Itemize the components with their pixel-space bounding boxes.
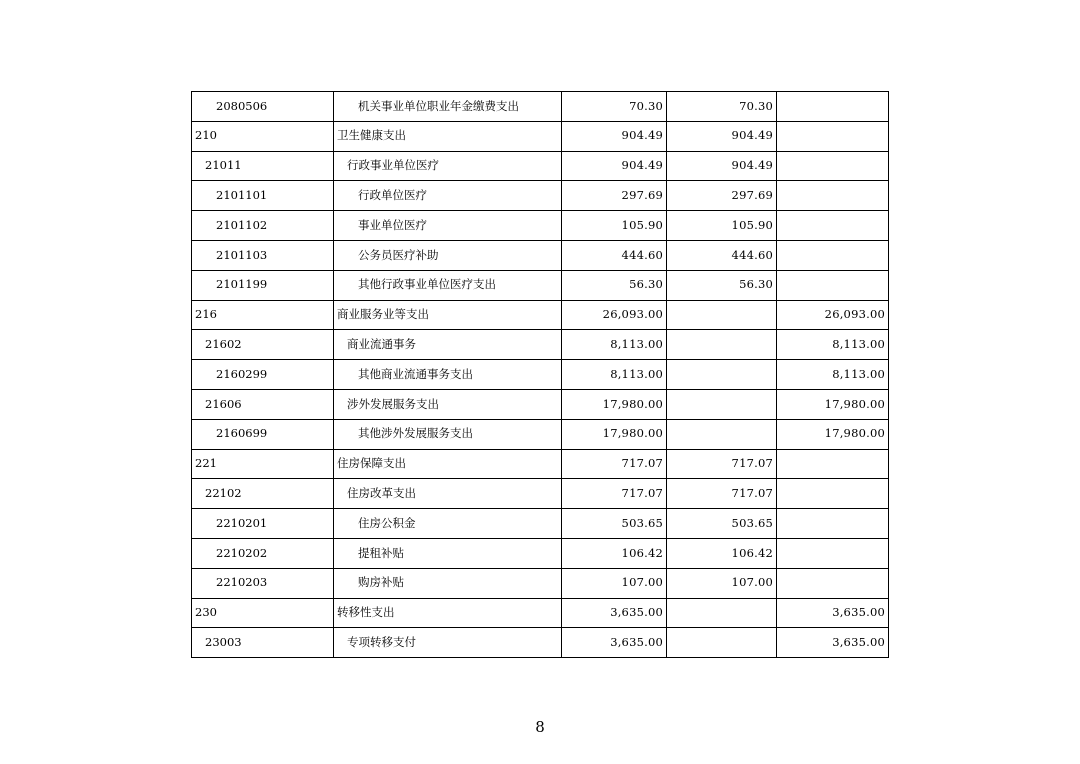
table-row (192, 598, 889, 628)
table-row (192, 538, 889, 568)
basic-expenditure-cell: 56.30 (667, 270, 777, 300)
project-expenditure-cell (777, 538, 889, 568)
subject-name-cell: 专项转移支付 (334, 628, 562, 658)
basic-expenditure-cell: 717.07 (667, 449, 777, 479)
subject-name-cell: 住房公积金 (334, 509, 562, 539)
subject-code-cell: 21011 (192, 151, 334, 181)
table-row (192, 300, 889, 330)
table-row (192, 270, 889, 300)
subject-name-cell: 涉外发展服务支出 (334, 389, 562, 419)
project-expenditure-cell (777, 211, 889, 241)
total-amount-cell: 904.49 (562, 121, 667, 151)
subject-name-cell: 其他商业流通事务支出 (334, 360, 562, 390)
project-expenditure-cell: 17,980.00 (777, 389, 889, 419)
basic-expenditure-cell: 904.49 (667, 151, 777, 181)
basic-expenditure-cell (667, 360, 777, 390)
subject-name-cell: 机关事业单位职业年金缴费支出 (334, 92, 562, 122)
subject-name-cell: 住房改革支出 (334, 479, 562, 509)
subject-code-cell: 210 (192, 121, 334, 151)
project-expenditure-cell (777, 479, 889, 509)
project-expenditure-cell (777, 151, 889, 181)
project-expenditure-cell (777, 568, 889, 598)
project-expenditure-cell: 8,113.00 (777, 360, 889, 390)
total-amount-cell: 105.90 (562, 211, 667, 241)
subject-code-cell: 230 (192, 598, 334, 628)
basic-expenditure-cell: 444.60 (667, 240, 777, 270)
total-amount-cell: 70.30 (562, 92, 667, 122)
table-row (192, 419, 889, 449)
project-expenditure-cell (777, 270, 889, 300)
basic-expenditure-cell: 503.65 (667, 509, 777, 539)
subject-name-cell: 转移性支出 (334, 598, 562, 628)
table-row (192, 240, 889, 270)
basic-expenditure-cell: 904.49 (667, 121, 777, 151)
subject-name-cell: 卫生健康支出 (334, 121, 562, 151)
subject-name-cell: 行政单位医疗 (334, 181, 562, 211)
table-body (192, 92, 889, 658)
subject-code-cell: 22102 (192, 479, 334, 509)
project-expenditure-cell (777, 240, 889, 270)
table-row (192, 628, 889, 658)
subject-code-cell: 2210202 (192, 538, 334, 568)
page-number: 8 (535, 718, 545, 736)
table-row (192, 509, 889, 539)
table-row (192, 181, 889, 211)
subject-name-cell: 提租补贴 (334, 538, 562, 568)
total-amount-cell: 904.49 (562, 151, 667, 181)
total-amount-cell: 17,980.00 (562, 419, 667, 449)
subject-code-cell: 21602 (192, 330, 334, 360)
basic-expenditure-cell (667, 300, 777, 330)
subject-code-cell: 21606 (192, 389, 334, 419)
subject-name-cell: 住房保障支出 (334, 449, 562, 479)
table-row (192, 360, 889, 390)
project-expenditure-cell: 3,635.00 (777, 598, 889, 628)
total-amount-cell: 17,980.00 (562, 389, 667, 419)
total-amount-cell: 297.69 (562, 181, 667, 211)
total-amount-cell: 26,093.00 (562, 300, 667, 330)
subject-code-cell: 2080506 (192, 92, 334, 122)
basic-expenditure-cell (667, 389, 777, 419)
subject-code-cell: 2160299 (192, 360, 334, 390)
table-row (192, 211, 889, 241)
basic-expenditure-cell: 717.07 (667, 479, 777, 509)
project-expenditure-cell (777, 121, 889, 151)
basic-expenditure-cell: 107.00 (667, 568, 777, 598)
project-expenditure-cell (777, 181, 889, 211)
subject-name-cell: 商业流通事务 (334, 330, 562, 360)
subject-code-cell: 2210201 (192, 509, 334, 539)
subject-code-cell: 221 (192, 449, 334, 479)
total-amount-cell: 107.00 (562, 568, 667, 598)
total-amount-cell: 8,113.00 (562, 360, 667, 390)
project-expenditure-cell: 8,113.00 (777, 330, 889, 360)
total-amount-cell: 8,113.00 (562, 330, 667, 360)
table-row (192, 568, 889, 598)
subject-code-cell: 2101101 (192, 181, 334, 211)
table-row (192, 389, 889, 419)
basic-expenditure-cell: 70.30 (667, 92, 777, 122)
subject-name-cell: 其他涉外发展服务支出 (334, 419, 562, 449)
basic-expenditure-cell (667, 330, 777, 360)
total-amount-cell: 444.60 (562, 240, 667, 270)
project-expenditure-cell (777, 449, 889, 479)
subject-name-cell: 购房补贴 (334, 568, 562, 598)
project-expenditure-cell (777, 509, 889, 539)
subject-code-cell: 23003 (192, 628, 334, 658)
basic-expenditure-cell: 105.90 (667, 211, 777, 241)
subject-name-cell: 行政事业单位医疗 (334, 151, 562, 181)
total-amount-cell: 3,635.00 (562, 628, 667, 658)
basic-expenditure-cell (667, 598, 777, 628)
table-row (192, 151, 889, 181)
subject-name-cell: 其他行政事业单位医疗支出 (334, 270, 562, 300)
project-expenditure-cell: 17,980.00 (777, 419, 889, 449)
total-amount-cell: 717.07 (562, 449, 667, 479)
total-amount-cell: 3,635.00 (562, 598, 667, 628)
project-expenditure-cell: 3,635.00 (777, 628, 889, 658)
basic-expenditure-cell: 106.42 (667, 538, 777, 568)
subject-code-cell: 216 (192, 300, 334, 330)
table-row (192, 92, 889, 122)
subject-code-cell: 2210203 (192, 568, 334, 598)
subject-code-cell: 2101199 (192, 270, 334, 300)
total-amount-cell: 717.07 (562, 479, 667, 509)
table-row (192, 121, 889, 151)
subject-code-cell: 2101102 (192, 211, 334, 241)
table-row (192, 449, 889, 479)
table-row (192, 330, 889, 360)
total-amount-cell: 503.65 (562, 509, 667, 539)
subject-code-cell: 2160699 (192, 419, 334, 449)
project-expenditure-cell (777, 92, 889, 122)
basic-expenditure-cell: 297.69 (667, 181, 777, 211)
budget-expenditure-table (191, 91, 889, 658)
subject-name-cell: 公务员医疗补助 (334, 240, 562, 270)
basic-expenditure-cell (667, 628, 777, 658)
total-amount-cell: 56.30 (562, 270, 667, 300)
subject-name-cell: 商业服务业等支出 (334, 300, 562, 330)
project-expenditure-cell: 26,093.00 (777, 300, 889, 330)
subject-code-cell: 2101103 (192, 240, 334, 270)
basic-expenditure-cell (667, 419, 777, 449)
total-amount-cell: 106.42 (562, 538, 667, 568)
subject-name-cell: 事业单位医疗 (334, 211, 562, 241)
table-row (192, 479, 889, 509)
